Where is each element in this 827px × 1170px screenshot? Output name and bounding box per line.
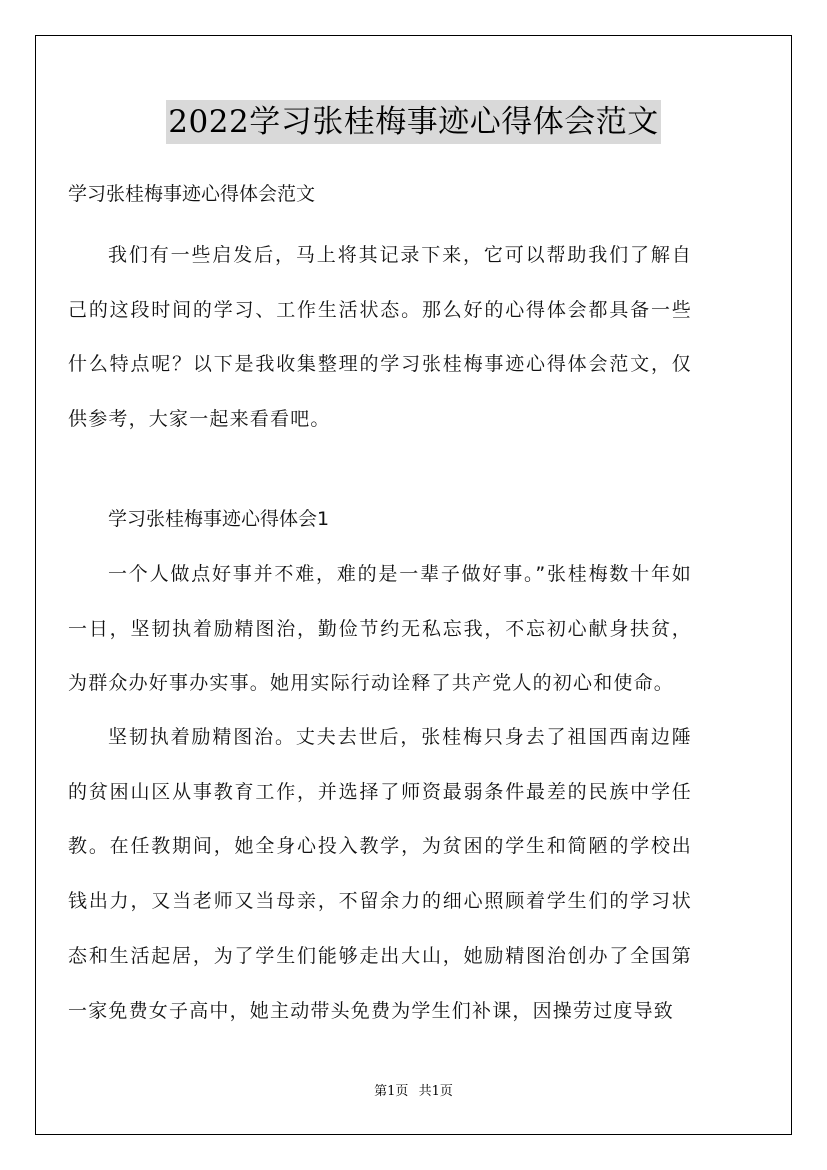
section-heading: 学习张桂梅事迹心得体会1 — [108, 508, 330, 530]
page-number: 第1页 — [374, 1084, 409, 1099]
title-wrap — [0, 100, 827, 144]
body-paragraph-1: 一个人做点好事并不难，难的是一辈子做好事。”张桂梅数十年如一日，坚韧执着励精图治，勤俭节约无私忘我，不忘初心献身扶贫，为群众办好事办实事。她用实际行动诠释了共产党人的初心和使命。 — [68, 563, 692, 695]
body-paragraph-2: 坚韧执着励精图治。丈夫去世后，张桂梅只身去了祖国西南边陲的贫困山区从事教育工作，并选择了师资最弱条件最差的民族中学任教。在任教期间，她全身心投入教学，为贫困的学生和简陋的学校出钱出力，又当老师又当母亲，不留余力的细心照顾着学生们的学习状态和生活起居，为了学生们能够走出大山，她励精图治创办了全国第一家免费女子高中，她主动带头免费为学生们补课，因操劳过度导致 — [68, 726, 692, 1022]
total-pages: 共1页 — [418, 1084, 453, 1099]
document-subtitle: 学习张桂梅事迹心得体会范文 — [68, 183, 316, 205]
page-footer — [0, 1083, 827, 1101]
intro-paragraph: 我们有一些启发后，马上将其记录下来，它可以帮助我们了解自己的这段时间的学习、工作生活状态。那么好的心得体会都具备一些什么特点呢？以下是我收集整理的学习张桂梅事迹心得体会范文，仅供参考，大家一起来看看吧。 — [68, 244, 692, 431]
document-title: 2022学习张桂梅事迹心得体会范文 — [166, 100, 660, 144]
